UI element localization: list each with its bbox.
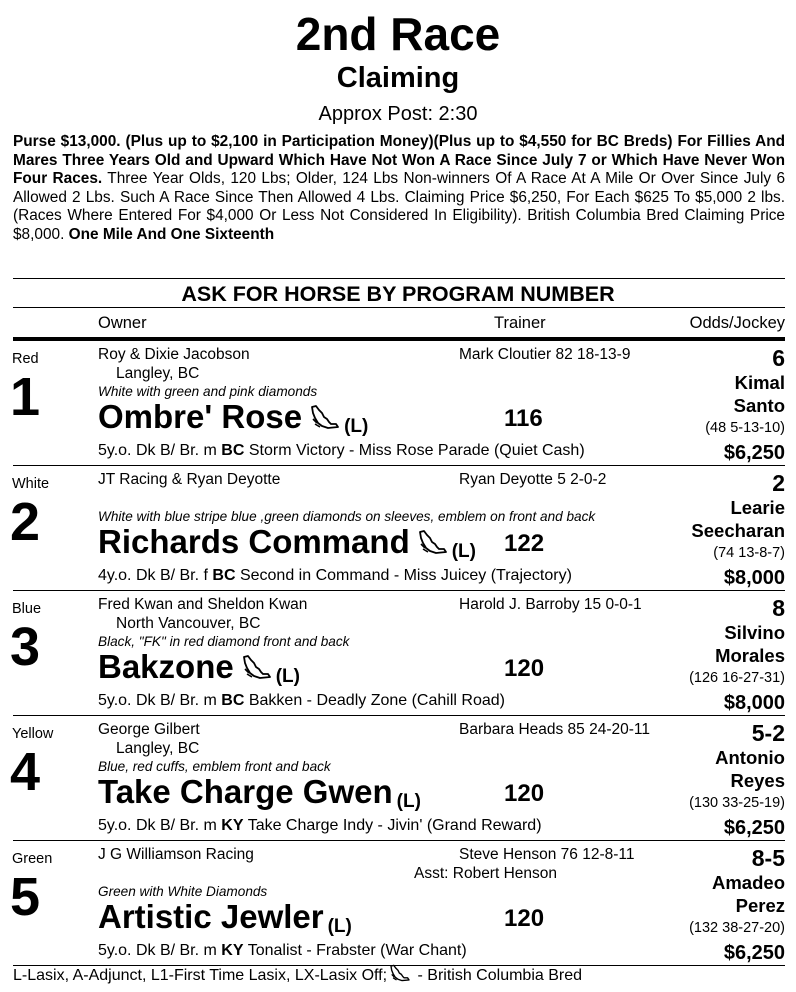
ask-for-horse-header: ASK FOR HORSE BY PROGRAM NUMBER	[181, 282, 615, 306]
jockey-stats: (126 16-27-31)	[689, 670, 785, 686]
jockey-stats: (130 33-25-19)	[689, 795, 785, 811]
jockey-first-name: Antonio	[715, 747, 785, 768]
conditions-weights: Three Year Olds, 120 Lbs; Older, 124 Lbs Non-winners Of A Race At A Mile Or Over Since July 6 Allowed 2 Lbs. Such A Race Since Then Allowed 4 Lbs. Claiming Price $6,250, For Each $625 To $5,000 2 lbs. (Races Where Entered For $4,000 Or Less Not Considered In Eligibility). British Columbia Bred Claiming Price $8,000.	[13, 170, 786, 243]
lasix-indicator: (L)	[396, 791, 421, 812]
entry-row	[0, 591, 796, 716]
horse-name-line	[98, 897, 352, 947]
claiming-price: $8,000	[723, 567, 785, 589]
silks-description: Black, "FK" in red diamond front and back	[98, 634, 350, 649]
silks-description: White with blue stripe blue ,green diamonds on sleeves, emblem on front and back	[98, 509, 596, 524]
entry-row	[0, 841, 796, 966]
weight: 122	[504, 530, 545, 557]
entry-row	[0, 341, 796, 466]
breeding-line	[98, 941, 467, 961]
program-number: 4	[10, 742, 41, 802]
weight: 120	[504, 780, 545, 807]
saddlecloth-color: Yellow	[12, 726, 54, 742]
program-number: 5	[10, 867, 41, 927]
pedigree: Take Charge Indy - Jivin' (Grand Reward)	[243, 817, 542, 834]
morning-line-odds: 8	[772, 595, 785, 621]
jockey-stats: (132 38-27-20)	[689, 920, 785, 936]
entry-row	[0, 716, 796, 841]
conditions-distance: One Mile And One Sixteenth	[68, 225, 275, 243]
jockey-stats: (48 5-13-10)	[705, 420, 785, 436]
jockey-first-name: Silvino	[724, 622, 785, 643]
claiming-price: $6,250	[723, 442, 785, 464]
age-sex-color: 4y.o. Dk B/ Br. f	[98, 567, 213, 584]
saddlecloth-color: Red	[12, 351, 39, 367]
bc-bred-icon	[310, 399, 340, 439]
bc-bred-icon	[389, 964, 411, 989]
jockey-last-name: Seecharan	[691, 520, 785, 541]
breeding-line	[98, 691, 505, 711]
morning-line-odds: 6	[772, 345, 785, 371]
silks-description: Green with White Diamonds	[98, 884, 268, 899]
legend-medication: L-Lasix, A-Adjunct, L1-First Time Lasix, LX-Lasix Off;	[13, 967, 388, 984]
saddlecloth-color: Blue	[12, 601, 42, 617]
owner-column-header: Owner	[98, 314, 147, 332]
bred-state: BC	[221, 442, 245, 459]
trainer-name: Harold J. Barroby 15 0-0-1	[459, 596, 642, 613]
post-time: Approx Post: 2:30	[318, 103, 478, 125]
horse-name-line	[98, 522, 476, 572]
program-number: 3	[10, 617, 41, 677]
jockey-first-name: Learie	[730, 497, 785, 518]
trainer-column-header: Trainer	[494, 314, 546, 332]
morning-line-odds: 2	[772, 470, 785, 496]
program-number: 2	[10, 492, 41, 552]
breeding-line	[98, 816, 542, 836]
owner-name: Roy & Dixie Jacobson	[98, 346, 250, 363]
silks-description: Blue, red cuffs, emblem front and back	[98, 759, 331, 774]
divider	[13, 278, 785, 279]
jockey-last-name: Reyes	[730, 770, 785, 791]
owner-name: J G Williamson Racing	[98, 846, 254, 863]
bred-state: BC	[221, 692, 245, 709]
lasix-indicator: (L)	[275, 666, 300, 687]
claiming-price: $6,250	[723, 942, 785, 964]
horse-name-line	[98, 397, 368, 447]
divider	[13, 307, 785, 308]
pedigree: Second in Command - Miss Juicey (Trajectory)	[235, 567, 572, 584]
race-type: Claiming	[336, 62, 460, 94]
bred-state: KY	[221, 942, 244, 959]
pedigree: Storm Victory - Miss Rose Parade (Quiet Cash)	[244, 442, 585, 459]
trainer-name: Barbara Heads 85 24-20-11	[459, 721, 651, 738]
jockey-last-name: Perez	[735, 895, 785, 916]
age-sex-color: 5y.o. Dk B/ Br. m	[98, 692, 222, 709]
horse-name: Take Charge Gwen	[98, 773, 393, 810]
jockey-first-name: Amadeo	[712, 872, 785, 893]
bred-state: KY	[221, 817, 244, 834]
legend-bc-bred: - British Columbia Bred	[413, 967, 583, 984]
age-sex-color: 5y.o. Dk B/ Br. m	[98, 442, 222, 459]
trainer-name: Ryan Deyotte 5 2-0-2	[459, 471, 607, 488]
claiming-price: $6,250	[723, 817, 785, 839]
weight: 120	[504, 655, 545, 682]
horse-name-line	[98, 772, 421, 822]
pedigree: Tonalist - Frabster (War Chant)	[243, 942, 467, 959]
trainer-name: Mark Cloutier 82 18-13-9	[459, 346, 631, 363]
saddlecloth-color: White	[12, 476, 50, 492]
horse-name-line	[98, 647, 300, 697]
race-title: 2nd Race	[295, 8, 501, 60]
horse-name: Richards Command	[98, 523, 410, 560]
lasix-indicator: (L)	[327, 916, 352, 937]
weight: 116	[504, 405, 543, 432]
breeding-line	[98, 441, 585, 461]
horse-name: Bakzone	[98, 648, 234, 685]
saddlecloth-color: Green	[12, 851, 53, 867]
trainer-name: Steve Henson 76 12-8-11	[459, 846, 635, 863]
legend	[13, 964, 582, 989]
race-conditions	[13, 133, 785, 245]
horse-name: Artistic Jewler	[98, 898, 324, 935]
jockey-last-name: Santo	[733, 395, 785, 416]
owner-name: JT Racing & Ryan Deyotte	[98, 471, 281, 488]
conditions-purse: Purse $13,000. (Plus up to $2,100 in Participation Money)(Plus up to $4,550 for BC Breds) For Fillies And Mares Three Years Old and Upward Which Have Not Won A Race Since July 7 or Which Have Never Won Four Races.	[13, 133, 785, 188]
horse-name: Ombre' Rose	[98, 398, 303, 435]
lasix-indicator: (L)	[344, 416, 369, 437]
age-sex-color: 5y.o. Dk B/ Br. m	[98, 942, 222, 959]
assistant-trainer: Asst: Robert Henson	[414, 865, 558, 882]
weight: 120	[504, 905, 545, 932]
owner-name: George Gilbert	[98, 721, 200, 738]
morning-line-odds: 8-5	[751, 845, 785, 871]
owner-name: Fred Kwan and Sheldon Kwan	[98, 596, 308, 613]
claiming-price: $8,000	[723, 692, 785, 714]
entry-row	[0, 466, 796, 591]
age-sex-color: 5y.o. Dk B/ Br. m	[98, 817, 222, 834]
owner-location: Langley, BC	[116, 740, 200, 757]
owner-location: Langley, BC	[116, 365, 200, 382]
jockey-last-name: Morales	[715, 645, 785, 666]
morning-line-odds: 5-2	[751, 720, 785, 746]
silks-description: White with green and pink diamonds	[98, 384, 318, 399]
jockey-first-name: Kimal	[734, 372, 785, 393]
pedigree: Bakken - Deadly Zone (Cahill Road)	[244, 692, 505, 709]
bc-bred-icon	[242, 649, 272, 689]
bc-bred-icon	[418, 524, 448, 564]
lasix-indicator: (L)	[451, 541, 476, 562]
bred-state: BC	[212, 567, 236, 584]
jockey-stats: (74 13-8-7)	[713, 545, 785, 561]
owner-location: North Vancouver, BC	[116, 615, 261, 632]
program-number: 1	[10, 367, 41, 427]
breeding-line	[98, 566, 572, 586]
odds-jockey-column-header: Odds/Jockey	[689, 314, 785, 332]
